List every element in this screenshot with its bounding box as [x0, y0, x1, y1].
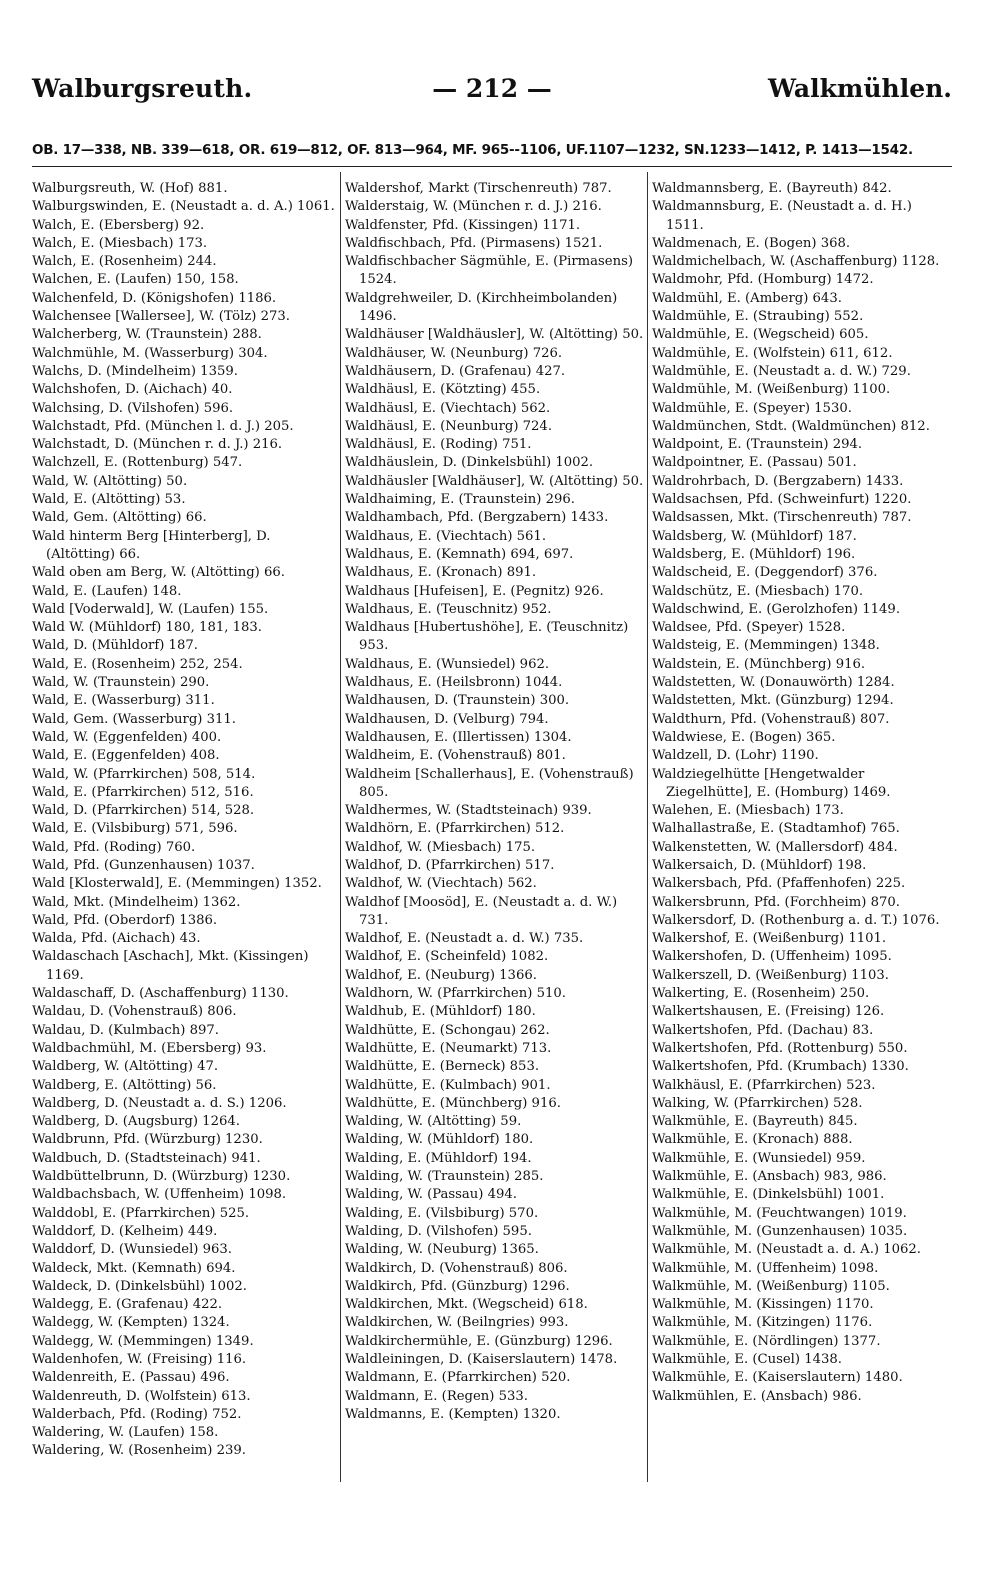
entry: Waldhaus [Hufeisen], E. (Pegnitz) 926.: [345, 583, 604, 599]
entry: Waldbuch, D. (Stadtsteinach) 941.: [32, 1150, 261, 1166]
entry: Walding, W. (Neuburg) 1365.: [345, 1242, 539, 1258]
entry: Waldwiese, E. (Bogen) 365.: [652, 729, 836, 745]
entry: Wald oben am Berg, W. (Altötting) 66.: [32, 565, 285, 581]
entry: Walkmühle, E. (Cusel) 1438.: [652, 1352, 842, 1367]
entry: Waldenhofen, W. (Freising) 116.: [32, 1352, 247, 1367]
entry: Waldmünchen, Stdt. (Waldmünchen) 812.: [652, 418, 930, 434]
entry: Waldhaus, E. (Teuschnitz) 952.: [345, 601, 552, 617]
page-number: — 212 —: [432, 74, 552, 103]
entry: Wald, E. (Pfarrkirchen) 512, 516.: [32, 784, 254, 800]
entry: Waldheim [Schallerhaus], E. (Vohenstrauß) 805.: [345, 766, 634, 800]
entry: Walkertshofen, Pfd. (Dachau) 83.: [652, 1022, 874, 1038]
entry: Walkertshausen, E. (Freising) 126.: [652, 1004, 885, 1020]
entry: Wald, D. (Pfarrkirchen) 514, 528.: [32, 803, 255, 819]
entry: Walda, Pfd. (Aichach) 43.: [32, 931, 201, 947]
entry: Wald, Pfd. (Oberdorf) 1386.: [32, 912, 218, 928]
entry: Waldmannsburg, E. (Neustadt a. d. H.) 1511.: [652, 199, 912, 233]
entry: Walkertshofen, Pfd. (Krumbach) 1330.: [652, 1059, 909, 1075]
entry: Wald, E. (Laufen) 148.: [32, 583, 182, 599]
entry: Waldsberg, W. (Mühldorf) 187.: [652, 528, 857, 544]
header-rule: [32, 166, 952, 167]
entry: Waldmühle, E. (Wolfstein) 611, 612.: [652, 345, 893, 361]
entry: Walkerszell, D. (Weißenburg) 1103.: [652, 967, 889, 983]
entry: Waldering, W. (Laufen) 158.: [32, 1425, 219, 1441]
entry: Wald, E. (Rosenheim) 252, 254.: [32, 656, 243, 672]
entry: Waldhütte, E. (Berneck) 853.: [345, 1059, 540, 1075]
entry: Waldering, W. (Rosenheim) 239.: [32, 1443, 247, 1459]
entry: Waldhaus, E. (Wunsiedel) 962.: [345, 656, 550, 672]
entry: Waldhausen, E. (Illertissen) 1304.: [345, 729, 572, 745]
entry: Walkershof, E. (Weißenburg) 1101.: [652, 931, 887, 947]
entry: Waldsteig, E. (Memmingen) 1348.: [652, 638, 880, 654]
entry: Wald, Mkt. (Mindelheim) 1362.: [32, 894, 241, 910]
entry: Walkmühle, E. (Nördlingen) 1377.: [652, 1333, 881, 1349]
entry: Waldfenster, Pfd. (Kissingen) 1171.: [345, 217, 581, 233]
entry: Waldmühle, M. (Weißenburg) 1100.: [652, 382, 891, 398]
page-header: [32, 74, 952, 114]
entry: Walderstaig, W. (München r. d. J.) 216.: [345, 199, 602, 215]
entry: Walkmühle, M. (Uffenheim) 1098.: [652, 1260, 879, 1276]
entry: Walchmühle, M. (Wasserburg) 304.: [32, 345, 268, 361]
entry: Walkmühle, E. (Kronach) 888.: [652, 1132, 853, 1148]
entry: Waldmannsberg, E. (Bayreuth) 842.: [652, 181, 892, 196]
entry: Walkmühle, E. (Dinkelsbühl) 1001.: [652, 1187, 885, 1203]
entry: Walkmühle, E. (Kaiserslautern) 1480.: [652, 1370, 903, 1386]
entry: Walkmühle, E. (Ansbach) 983, 986.: [652, 1169, 887, 1185]
entry: Waldhorn, W. (Pfarrkirchen) 510.: [345, 986, 566, 1002]
entry: Waldschwind, E. (Gerolzhofen) 1149.: [652, 601, 901, 617]
entry: Walkershofen, D. (Uffenheim) 1095.: [652, 949, 892, 965]
entry: Waldstetten, Mkt. (Günzburg) 1294.: [652, 693, 894, 709]
entry: Waldhäusl, E. (Roding) 751.: [345, 437, 532, 453]
entry: Walddorf, D. (Kelheim) 449.: [32, 1223, 218, 1239]
entry: Wald, Gem. (Altötting) 66.: [32, 510, 207, 526]
entry: Wald [Voderwald], W. (Laufen) 155.: [32, 601, 269, 617]
entry: Waldhof, E. (Scheinfeld) 1082.: [345, 949, 549, 965]
entry: Walch, E. (Ebersberg) 92.: [32, 217, 205, 233]
entry: Walchsing, D. (Vilshofen) 596.: [32, 400, 234, 416]
entry: Walding, W. (Passau) 494.: [345, 1187, 517, 1203]
entry: Walchzell, E. (Rottenburg) 547.: [32, 455, 243, 471]
header-right-keyword: Walkmühlen.: [767, 74, 952, 103]
column-divider: [647, 172, 648, 1482]
entry: Wald, Gem. (Wasserburg) 311.: [32, 711, 236, 727]
entry: Wald, W. (Pfarrkirchen) 508, 514.: [32, 766, 256, 782]
entry: Walking, W. (Pfarrkirchen) 528.: [652, 1095, 863, 1111]
entry: Walkmühle, M. (Gunzenhausen) 1035.: [652, 1223, 908, 1239]
entry: Wald, Pfd. (Roding) 760.: [32, 839, 196, 855]
entry: Waldhof, W. (Miesbach) 175.: [345, 839, 536, 855]
entry: Waldziegelhütte [Hengetwalder Ziegelhütte], E. (Homburg) 1469.: [652, 766, 891, 800]
entry: Waldhof [Moosöd], E. (Neustadt a. d. W.) 731.: [345, 894, 618, 928]
entry: Waldberg, E. (Altötting) 56.: [32, 1077, 217, 1093]
entry: Waldgrehweiler, D. (Kirchheimbolanden) 1496.: [345, 290, 618, 325]
entry: Waldhäusl, E. (Kötzting) 455.: [345, 382, 541, 398]
entry: Waldsachsen, Pfd. (Schweinfurt) 1220.: [652, 492, 912, 508]
entry: Waldhof, E. (Neustadt a. d. W.) 735.: [345, 931, 584, 947]
entry: Waldhütte, E. (Kulmbach) 901.: [345, 1077, 551, 1093]
entry: Waldhäusl, E. (Neunburg) 724.: [345, 418, 553, 434]
entry: Waldegg, E. (Grafenau) 422.: [32, 1297, 223, 1313]
entry: Waldmichelbach, W. (Aschaffenburg) 1128.: [652, 254, 940, 270]
entry: Walchenfeld, D. (Königshofen) 1186.: [32, 290, 277, 306]
entry: Waldsee, Pfd. (Speyer) 1528.: [652, 620, 846, 636]
entry: Walddorf, D. (Wunsiedel) 963.: [32, 1242, 232, 1258]
entry: Walkersaich, D. (Mühldorf) 198.: [652, 857, 867, 873]
entry: Walhallastraße, E. (Stadtamhof) 765.: [652, 821, 900, 837]
entry: Waldberg, D. (Neustadt a. d. S.) 1206.: [32, 1095, 287, 1111]
column-divider: [340, 172, 341, 1482]
entry: Walkenstetten, W. (Mallersdorf) 484.: [652, 839, 898, 855]
entry: Walkmühle, E. (Wunsiedel) 959.: [652, 1150, 866, 1166]
entry: Waldaschach [Aschach], Mkt. (Kissingen) 1169.: [32, 949, 309, 983]
entry: Walkmühle, M. (Kissingen) 1170.: [652, 1297, 874, 1313]
entry: Waldhausen, D. (Velburg) 794.: [345, 711, 549, 727]
entry: Waldzell, D. (Lohr) 1190.: [652, 748, 819, 764]
entry: Waldhütte, E. (Münchberg) 916.: [345, 1095, 561, 1111]
entry: Walding, W. (Altötting) 59.: [345, 1114, 522, 1130]
entry: Wald, E. (Wasserburg) 311.: [32, 693, 215, 709]
entry: Waldhaus, E. (Kronach) 891.: [345, 565, 537, 581]
entry: Walchstadt, D. (München r. d. J.) 216.: [32, 437, 283, 453]
entry: Walch, E. (Rosenheim) 244.: [32, 254, 217, 270]
entry: Waldmühl, E. (Amberg) 643.: [652, 290, 842, 306]
entry: Waldeck, D. (Dinkelsbühl) 1002.: [32, 1278, 247, 1294]
entry: Waldhäuslein, D. (Dinkelsbühl) 1002.: [345, 455, 594, 471]
entry: Walkersbrunn, Pfd. (Forchheim) 870.: [652, 894, 900, 910]
entry: Walcherberg, W. (Traunstein) 288.: [32, 327, 262, 343]
entry: Walkertshofen, Pfd. (Rottenburg) 550.: [652, 1040, 908, 1056]
entry: Waldhörn, E. (Pfarrkirchen) 512.: [345, 821, 565, 837]
entry: Waldhäusler [Waldhäuser], W. (Altötting) 50.: [345, 473, 644, 489]
entry: Waldmühle, E. (Neustadt a. d. W.) 729.: [652, 363, 911, 379]
entry: Walburgsreuth, W. (Hof) 881.: [32, 181, 228, 196]
entry: Walburgswinden, E. (Neustadt a. d. A.) 1061.: [32, 199, 335, 215]
entry: Waldhäuser, W. (Neunburg) 726.: [345, 345, 563, 361]
entry: Wald, E. (Vilsbiburg) 571, 596.: [32, 821, 238, 837]
entry: Waldershof, Markt (Tirschenreuth) 787.: [345, 181, 612, 196]
entry: Wald [Klosterwald], E. (Memmingen) 1352.: [32, 876, 322, 892]
entry: Waldhof, D. (Pfarrkirchen) 517.: [345, 857, 555, 873]
entry: Waldhambach, Pfd. (Bergzabern) 1433.: [345, 510, 609, 526]
entry: Walchshofen, D. (Aichach) 40.: [32, 382, 233, 398]
entry: Walkmühle, M. (Feuchtwangen) 1019.: [652, 1205, 907, 1221]
entry: Walkmühle, M. (Kitzingen) 1176.: [652, 1315, 873, 1331]
entry: Waldmühle, E. (Speyer) 1530.: [652, 400, 852, 416]
entry: Waldbachsbach, W. (Uffenheim) 1098.: [32, 1187, 287, 1203]
header-left-keyword: Walburgsreuth.: [32, 74, 253, 103]
entry: Waldhof, E. (Neuburg) 1366.: [345, 967, 537, 983]
entry: Waldscheid, E. (Deggendorf) 376.: [652, 565, 878, 581]
entry: Waldstetten, W. (Donauwörth) 1284.: [652, 675, 895, 691]
entry: Waldenreith, E. (Passau) 496.: [32, 1370, 230, 1386]
entry: Waldmann, E. (Pfarrkirchen) 520.: [345, 1370, 571, 1386]
entry: Waldkirch, Pfd. (Günzburg) 1296.: [345, 1278, 570, 1294]
entry: Wald, E. (Eggenfelden) 408.: [32, 748, 220, 764]
entry: Waldmühle, E. (Straubing) 552.: [652, 309, 864, 325]
entry: Walchensee [Wallersee], W. (Tölz) 273.: [32, 309, 290, 325]
entry: Waldhäuser [Waldhäusler], W. (Altötting) 50.: [345, 327, 644, 343]
entry: Wald, D. (Mühldorf) 187.: [32, 638, 198, 654]
entry: Waldhaus, E. (Kemnath) 694, 697.: [345, 546, 574, 562]
entry: Walkersbach, Pfd. (Pfaffenhofen) 225.: [652, 876, 906, 892]
entry: Waldmann, E. (Regen) 533.: [345, 1388, 528, 1404]
entry: Waldkirchen, Mkt. (Wegscheid) 618.: [345, 1297, 588, 1313]
entry: Waldrohrbach, D. (Bergzabern) 1433.: [652, 473, 904, 489]
entry: Waldhaus, E. (Viechtach) 561.: [345, 528, 547, 544]
entry: Waldhaus, E. (Heilsbronn) 1044.: [345, 675, 563, 691]
entry: Waldkirchermühle, E. (Günzburg) 1296.: [345, 1333, 613, 1349]
entry: Wald, W. (Traunstein) 290.: [32, 675, 210, 691]
entry-column-3: [652, 180, 952, 1406]
entry: Waldhütte, E. (Neumarkt) 713.: [345, 1040, 552, 1056]
entry: Waldmühle, E. (Wegscheid) 605.: [652, 327, 869, 343]
entry: Waldbüttelbrunn, D. (Würzburg) 1230.: [32, 1169, 291, 1185]
entry: Walding, W. (Mühldorf) 180.: [345, 1132, 534, 1148]
entry: Wald hinterm Berg [Hinterberg], D. (Altötting) 66.: [32, 528, 271, 562]
entry: Walkmühle, M. (Weißenburg) 1105.: [652, 1278, 890, 1294]
entry: Waldheim, E. (Vohenstrauß) 801.: [345, 748, 566, 764]
entry: Waldschütz, E. (Miesbach) 170.: [652, 583, 864, 599]
entry: Walehen, E. (Miesbach) 173.: [652, 803, 844, 819]
entry: Waldau, D. (Kulmbach) 897.: [32, 1022, 219, 1038]
entry: Wald, Pfd. (Gunzenhausen) 1037.: [32, 857, 255, 873]
entry: Waldbrunn, Pfd. (Würzburg) 1230.: [32, 1132, 263, 1148]
entry: Waldaschaff, D. (Aschaffenburg) 1130.: [32, 986, 289, 1002]
entry: Walding, D. (Vilshofen) 595.: [345, 1223, 532, 1239]
entry: Walding, W. (Traunstein) 285.: [345, 1169, 544, 1185]
entry: Waldmohr, Pfd. (Homburg) 1472.: [652, 272, 874, 288]
entry: Waldstein, E. (Münchberg) 916.: [652, 656, 866, 672]
entry: Waldberg, D. (Augsburg) 1264.: [32, 1114, 240, 1130]
entry: Walkersdorf, D. (Rothenburg a. d. T.) 1076.: [652, 912, 940, 928]
entry: Waldleiningen, D. (Kaiserslautern) 1478.: [345, 1352, 618, 1367]
entry: Waldpointner, E. (Passau) 501.: [652, 455, 857, 471]
entry: Waldhaus [Hubertushöhe], E. (Teuschnitz) 953.: [345, 620, 629, 654]
entry: Walkmühlen, E. (Ansbach) 986.: [652, 1388, 862, 1404]
entry: Walch, E. (Miesbach) 173.: [32, 235, 208, 251]
entry: Waldkirch, D. (Vohenstrauß) 806.: [345, 1260, 568, 1276]
entry: Waldfischbacher Sägmühle, E. (Pirmasens) 1524.: [345, 254, 633, 288]
entry: Waldfischbach, Pfd. (Pirmasens) 1521.: [345, 235, 603, 251]
entry: Wald, E. (Altötting) 53.: [32, 492, 186, 508]
entry: Waldhütte, E. (Schongau) 262.: [345, 1022, 550, 1038]
entry: Wald W. (Mühldorf) 180, 181, 183.: [32, 620, 262, 636]
entry: Waldthurn, Pfd. (Vohenstrauß) 807.: [652, 711, 890, 727]
entry: Waldberg, W. (Altötting) 47.: [32, 1059, 219, 1075]
entry: Waldsberg, E. (Mühldorf) 196.: [652, 546, 856, 562]
entry: Waldhäusl, E. (Viechtach) 562.: [345, 400, 551, 416]
entry-column-2: [345, 180, 645, 1424]
entry: Walddobl, E. (Pfarrkirchen) 525.: [32, 1205, 250, 1221]
entry: Waldkirchen, W. (Beilngries) 993.: [345, 1315, 569, 1331]
entry: Walding, E. (Vilsbiburg) 570.: [345, 1205, 539, 1221]
entry: Waldhof, W. (Viechtach) 562.: [345, 876, 537, 892]
entry: Waldsassen, Mkt. (Tirschenreuth) 787.: [652, 510, 912, 526]
entry: Walderbach, Pfd. (Roding) 752.: [32, 1406, 242, 1422]
entry: Waldhausen, D. (Traunstein) 300.: [345, 693, 570, 709]
entry: Walchen, E. (Laufen) 150, 158.: [32, 272, 239, 288]
entry: Walkerting, E. (Rosenheim) 250.: [652, 986, 870, 1002]
entry: Wald, W. (Altötting) 50.: [32, 473, 188, 489]
entry: Walkhäusl, E. (Pfarrkirchen) 523.: [652, 1077, 876, 1093]
entry: Waldenreuth, D. (Wolfstein) 613.: [32, 1388, 251, 1404]
entry: Waldmanns, E. (Kempten) 1320.: [345, 1406, 561, 1422]
entry: Waldegg, W. (Memmingen) 1349.: [32, 1333, 254, 1349]
entry: Walkmühle, E. (Bayreuth) 845.: [652, 1114, 858, 1130]
entry: Wald, W. (Eggenfelden) 400.: [32, 729, 222, 745]
entry: Walding, E. (Mühldorf) 194.: [345, 1150, 532, 1166]
district-abbreviation-line: OB. 17—338, NB. 339—618, OR. 619—812, OF. 813—964, MF. 965--1106, UF.1107—1232, SN.1233—1412, P. 1413—1542.: [32, 142, 913, 158]
entry: Walchs, D. (Mindelheim) 1359.: [32, 363, 238, 379]
entry: Waldhermes, W. (Stadtsteinach) 939.: [345, 803, 592, 819]
entry: Waldegg, W. (Kempten) 1324.: [32, 1315, 230, 1331]
entry: Waldeck, Mkt. (Kemnath) 694.: [32, 1260, 236, 1276]
entry: Waldau, D. (Vohenstrauß) 806.: [32, 1004, 237, 1020]
entry: Waldmenach, E. (Bogen) 368.: [652, 235, 851, 251]
entry-column-1: [32, 180, 337, 1461]
entry: Waldbachmühl, M. (Ebersberg) 93.: [32, 1040, 267, 1056]
entry: Waldhaiming, E. (Traunstein) 296.: [345, 492, 575, 508]
entry: Walchstadt, Pfd. (München l. d. J.) 205.: [32, 418, 294, 434]
entry: Waldpoint, E. (Traunstein) 294.: [652, 437, 863, 453]
entry: Walkmühle, M. (Neustadt a. d. A.) 1062.: [652, 1242, 921, 1258]
entry: Waldhub, E. (Mühldorf) 180.: [345, 1004, 536, 1020]
entry: Waldhäusern, D. (Grafenau) 427.: [345, 363, 566, 379]
